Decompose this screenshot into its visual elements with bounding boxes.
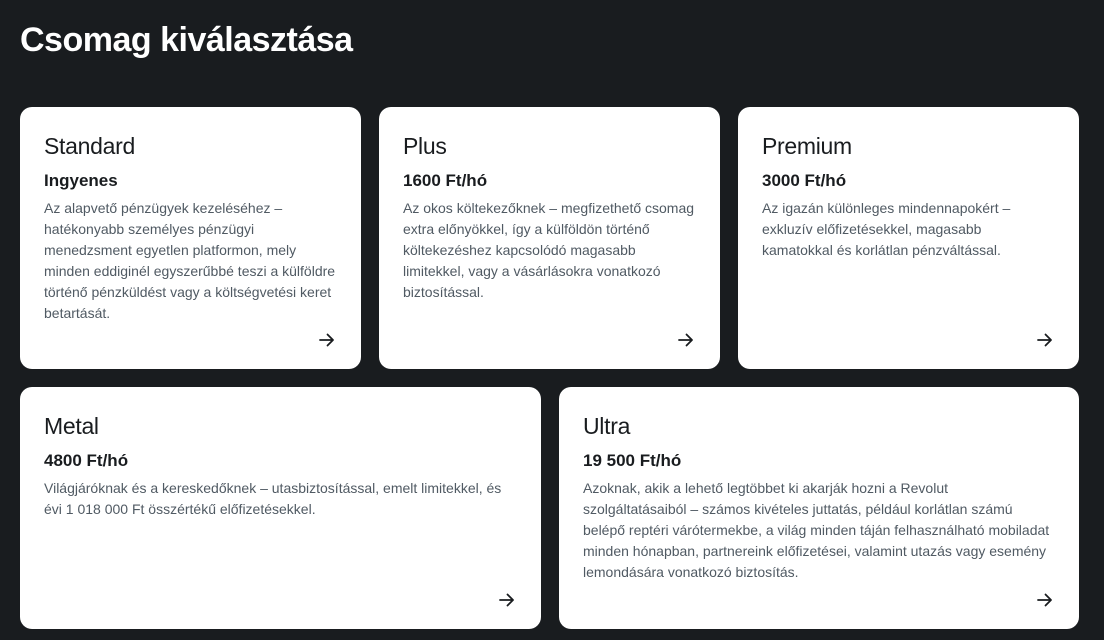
plan-card-standard[interactable] bbox=[20, 107, 361, 369]
arrow-right-icon[interactable] bbox=[319, 333, 335, 347]
plan-description: Azoknak, akik a lehető legtöbbet ki akarják hozni a Revolut szolgáltatásaiból – számos kivételes juttatás, például korlátlan számú belépő reptéri várótermekbe, a világ minden táján felhasználható mobiladat minden hónapban, partnereink előfizetései, valamint utazás vagy esemény lemondására vonatkozó biztosítás. bbox=[583, 480, 1050, 580]
plan-price: Ingyenes bbox=[44, 171, 118, 190]
arrow-right-icon[interactable] bbox=[1037, 333, 1053, 347]
plan-card-premium[interactable] bbox=[738, 107, 1079, 369]
plan-name: Ultra bbox=[583, 413, 631, 439]
arrow-right-icon[interactable] bbox=[678, 333, 694, 347]
plan-card-metal[interactable] bbox=[20, 387, 541, 629]
arrow-right-icon[interactable] bbox=[499, 593, 515, 607]
plan-card-ultra[interactable] bbox=[559, 387, 1079, 629]
page-title: Csomag kiválasztása bbox=[20, 21, 353, 59]
plan-description: Az alapvető pénzügyek kezeléséhez – hatékonyabb személyes pénzügyi menedzsment egyetlen platformon, mely minden eddiginél egyszerűbbé teszi a külföldre történő pénzküldést vagy a költségvetési keret betartását. bbox=[44, 200, 336, 321]
plan-price: 3000 Ft/hó bbox=[762, 171, 847, 190]
plan-description: Az igazán különleges mindennapokért – exkluzív előfizetésekkel, magasabb kamatokkal és korlátlan pénzváltással. bbox=[762, 200, 1011, 258]
plan-description: Az okos költekezőknek – megfizethető csomag extra előnyökkel, így a külföldön történő költekezéshez kapcsolódó magasabb limitekkel, vagy a vásárlásokra vonatkozó biztosítással. bbox=[403, 200, 695, 300]
plan-price: 4800 Ft/hó bbox=[44, 451, 129, 470]
plan-name: Plus bbox=[403, 133, 447, 159]
plan-card-plus[interactable] bbox=[379, 107, 720, 369]
plan-description: Világjáróknak és a kereskedőknek – utasbiztosítással, emelt limitekkel, és évi 1 018 000 Ft összértékű előfizetésekkel. bbox=[44, 480, 502, 517]
plan-name: Standard bbox=[44, 133, 135, 159]
plan-name: Premium bbox=[762, 133, 852, 159]
plan-price: 1600 Ft/hó bbox=[403, 171, 488, 190]
plan-price: 19 500 Ft/hó bbox=[583, 451, 682, 470]
arrow-right-icon[interactable] bbox=[1037, 593, 1053, 607]
plan-name: Metal bbox=[44, 413, 99, 439]
